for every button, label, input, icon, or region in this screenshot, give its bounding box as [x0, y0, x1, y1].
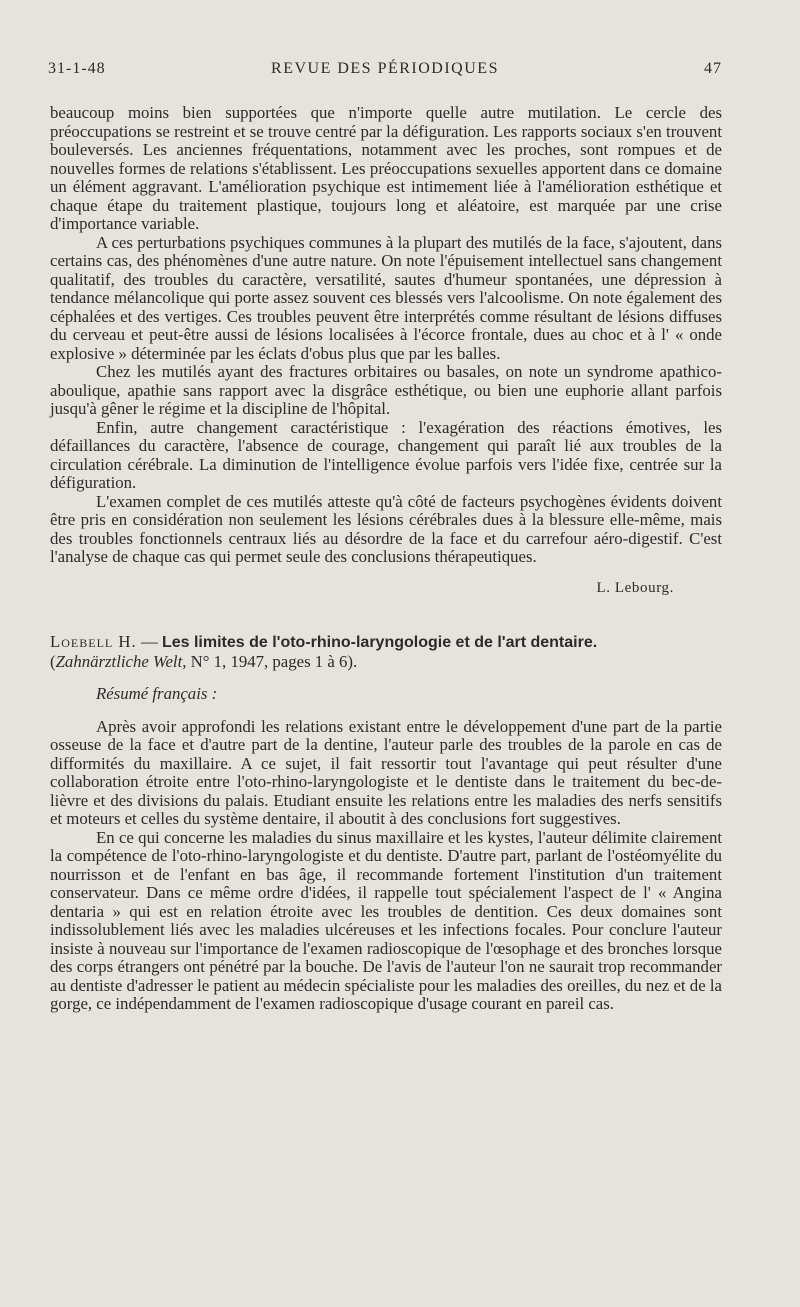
paragraph: Chez les mutilés ayant des fractures orbitaires ou basales, on note un syndrome apathico-aboulique, apathie sans rapport avec la disgrâce esthétique, ou bien une euphorie allant parfois jusqu'à gêner le régime et la discipline de l'hôpital. [50, 362, 722, 418]
paragraph: beaucoup moins bien supportées que n'importe quelle autre mutilation. Le cercle des préoccupations se restreint et se trouve centré par la défiguration. Les rapports sociaux s'en trouvent bouleversés. Les anciennes fréquentations, notamment avec les proches, sont rompues et de nouvelles formes de relations s'établissent. Les préoccupations sexuelles apportent dans ce domaine un élément aggravant. L'amélioration psychique est intimement liée à l'amélioration esthétique et chaque étape du traitement plastique, toujours long et aléatoire, est marquée par une crise d'importance variable. [50, 103, 722, 233]
page-number: 47 [704, 60, 722, 77]
article-author: Loebell H. [50, 632, 137, 651]
review-loebell [50, 718, 722, 1014]
paragraph: Après avoir approfondi les relations existant entre le développement d'une part de la partie osseuse de la face et d'autre part de la dentine, l'auteur parle des troubles de la parole en cas de difformités du maxillaire. A ce sujet, il fait ressortir tout l'avantage qui peut résulter d'une collaboration étroite entre l'oto-rhino-laryngologiste et le dentiste dans le traitement du bec-de-lièvre et des divisions du palais. Etudiant ensuite les relations entre les maladies des nerfs sensitifs et moteurs et celles du système dentaire, il aboutit à des conclusions fort suggestives. [50, 716, 722, 828]
citation-open: ( [50, 651, 56, 671]
page-body [50, 104, 722, 1014]
review-header-loebell [50, 633, 722, 671]
issue-date: 31-1-48 [48, 60, 106, 77]
journal-section-title: REVUE DES PÉRIODIQUES [271, 60, 499, 77]
paragraph: A ces perturbations psychiques communes à la plupart des mutilés de la face, s'ajoutent, dans certains cas, des phénomènes d'une autre nature. On note l'épuisement intellectuel sans changement qualitatif, des troubles du caractère, versatilité, sautes d'humeur spontanées, une dépression à tendance mélancolique qui porte assez souvent ces blessés vers l'alcoolisme. On note également des céphalées et des vertiges. Ces troubles peuvent être interprétés comme résultant de lésions diffuses du cerveau et peut-être aussi de lésions localisées à l'écorce frontale, dues au choc et à l' « onde explosive » déterminée par les éclats d'obus plus que par les balles. [50, 232, 722, 363]
citation-line [50, 633, 722, 671]
resume-label: Résumé français : [96, 684, 218, 703]
running-head [48, 60, 722, 84]
review-lebourg [50, 104, 722, 597]
paragraph: Enfin, autre changement caractéristique : l'exagération des réactions émotives, les défaillances du caractère, l'absence de courage, changement qui paraît lié aux troubles de la circulation cérébrale. La diminution de l'intelligence évolue parfois vers l'idée fixe, centrée sur la défiguration. [50, 417, 722, 492]
article-title: Les limites de l'oto-rhino-laryngologie et de l'art dentaire. [161, 634, 598, 651]
citation-details: N° 1, 1947, pages 1 à 6). [186, 651, 358, 671]
journal-name: Zahnärztliche Welt, [55, 651, 187, 671]
reviewer-signature: L. Lebourg. [596, 579, 674, 596]
paragraph: L'examen complet de ces mutilés atteste qu'à côté de facteurs psychogènes évidents doivent être pris en considération non seulement les lésions cérébrales dues à la blessure elle-même, mais des troubles fonctionnels centraux liés au désordre de la face et du carrefour aéro-digestif. C'est l'analyse de chaque cas qui permet seule des conclusions thérapeutiques. [50, 491, 722, 566]
paragraph: En ce qui concerne les maladies du sinus maxillaire et les kystes, l'auteur délimite clairement la compétence de l'oto-rhino-laryngologiste et du dentiste. D'autre part, parlant de l'ostéomyélite du nourrisson et de l'enfant en bas âge, il recommande fortement l'institution d'un traitement conservateur. Dans ce même ordre d'idées, il rappelle tout spécialement l'aspect de l' « Angina dentaria » qui est en relation étroite avec les troubles de dentition. Ces deux domaines sont indissolublement liés avec les maladies ulcéreuses et les infections focales. Pour conclure l'auteur insiste à nouveau sur l'importance de l'examen radioscopique de l'œsophage et des bronches lorsque des corps étrangers ont pénétré par la bouche. De l'avis de l'auteur l'on ne saurait trop recommander au dentiste d'adresser le patient au médecin spécialiste pour les maladies des oreilles, du nez et de la gorge, ce indépendamment de l'examen radioscopique d'usage courant en pareil cas. [50, 827, 722, 1013]
dash: — [136, 632, 162, 651]
